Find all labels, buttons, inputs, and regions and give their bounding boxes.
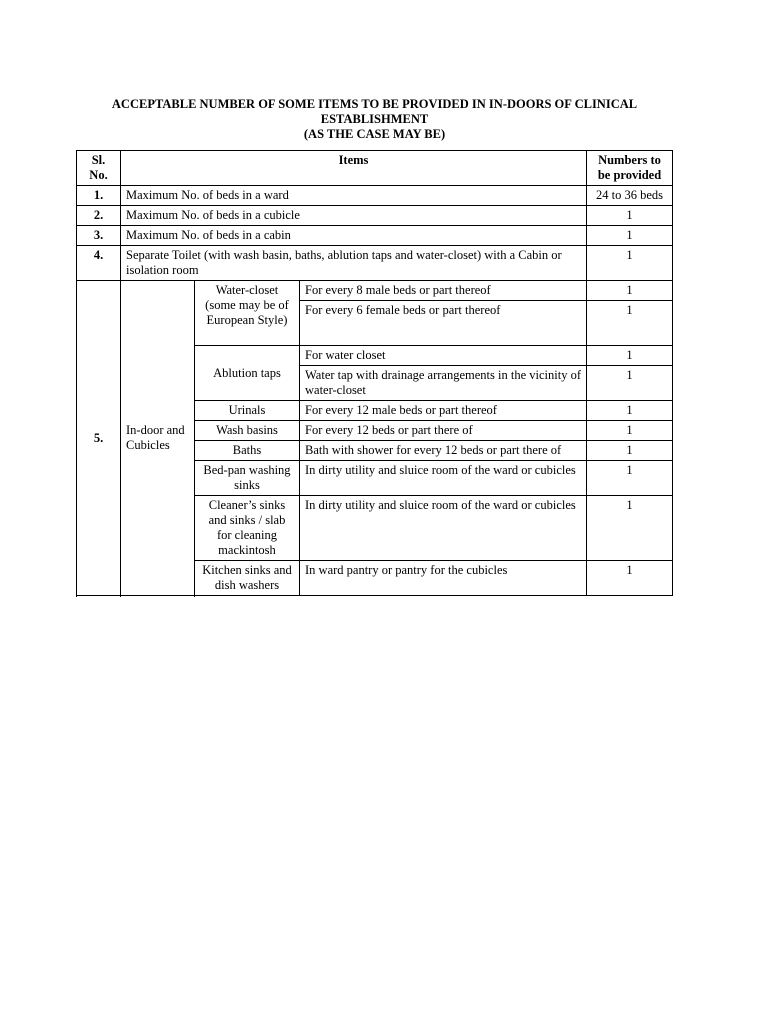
header-numbers: Numbers to be provided — [587, 151, 673, 186]
table-row — [77, 226, 673, 246]
subitem-detail: Bath with shower for every 12 beds or part there of — [300, 441, 587, 461]
row-sl: 5. — [77, 281, 121, 596]
row5-category: In-door and Cubicles — [121, 281, 195, 596]
subitem-name: Urinals — [195, 401, 300, 421]
row-sl: 3. — [77, 226, 121, 246]
title-line-1: ACCEPTABLE NUMBER OF SOME ITEMS TO BE PROVIDED IN IN-DOORS OF CLINICAL — [111, 97, 638, 111]
subitem-name: Cleaner’s sinks and sinks / slab for cleaning mackintosh — [195, 496, 300, 561]
row-number: 1 — [587, 246, 673, 281]
row-number: 1 — [587, 206, 673, 226]
subitem-detail: For every 12 male beds or part thereof — [300, 401, 587, 421]
title-line-3: (AS THE CASE MAY BE) — [303, 127, 446, 141]
title-line-2: ESTABLISHMENT — [320, 112, 429, 126]
subitem-name: Kitchen sinks and dish washers — [195, 561, 300, 596]
subitem-number: 1 — [587, 366, 673, 401]
header-sl: Sl. No. — [77, 151, 121, 186]
table-row — [77, 281, 673, 301]
header-items: Items — [121, 151, 587, 186]
table-row — [77, 246, 673, 281]
subitem-name: Ablution taps — [195, 346, 300, 401]
header-row — [77, 151, 673, 186]
subitem-number: 1 — [587, 461, 673, 496]
row-sl: 1. — [77, 186, 121, 206]
table-row — [77, 186, 673, 206]
subitem-number: 1 — [587, 441, 673, 461]
row-number: 24 to 36 beds — [587, 186, 673, 206]
subitem-number: 1 — [587, 496, 673, 561]
row-item: Maximum No. of beds in a cabin — [121, 226, 587, 246]
subitem-number: 1 — [587, 561, 673, 596]
document-title — [76, 97, 673, 142]
subitem-number: 1 — [587, 421, 673, 441]
subitem-detail: For water closet — [300, 346, 587, 366]
subitem-name: Water-closet (some may be of European Style) — [195, 281, 300, 346]
subitem-number: 1 — [587, 346, 673, 366]
subitem-name: Bed-pan washing sinks — [195, 461, 300, 496]
row-item: Separate Toilet (with wash basin, baths, ablution taps and water-closet) with a Cabin or isolation room — [121, 246, 587, 281]
row-number: 1 — [587, 226, 673, 246]
subitem-detail: Water tap with drainage arrangements in the vicinity of water-closet — [300, 366, 587, 401]
subitem-detail: For every 8 male beds or part thereof — [300, 281, 587, 301]
subitem-number: 1 — [587, 401, 673, 421]
subitem-name: Wash basins — [195, 421, 300, 441]
subitem-detail: For every 12 beds or part there of — [300, 421, 587, 441]
table-row — [77, 206, 673, 226]
subitem-number: 1 — [587, 301, 673, 346]
subitem-detail: In ward pantry or pantry for the cubicles — [300, 561, 587, 596]
subitem-detail: For every 6 female beds or part thereof — [300, 301, 587, 346]
row-item: Maximum No. of beds in a ward — [121, 186, 587, 206]
row-sl: 4. — [77, 246, 121, 281]
subitem-detail: In dirty utility and sluice room of the ward or cubicles — [300, 461, 587, 496]
subitem-number: 1 — [587, 281, 673, 301]
row-item: Maximum No. of beds in a cubicle — [121, 206, 587, 226]
items-table — [76, 150, 673, 596]
subitem-detail: In dirty utility and sluice room of the ward or cubicles — [300, 496, 587, 561]
subitem-name: Baths — [195, 441, 300, 461]
row-sl: 2. — [77, 206, 121, 226]
